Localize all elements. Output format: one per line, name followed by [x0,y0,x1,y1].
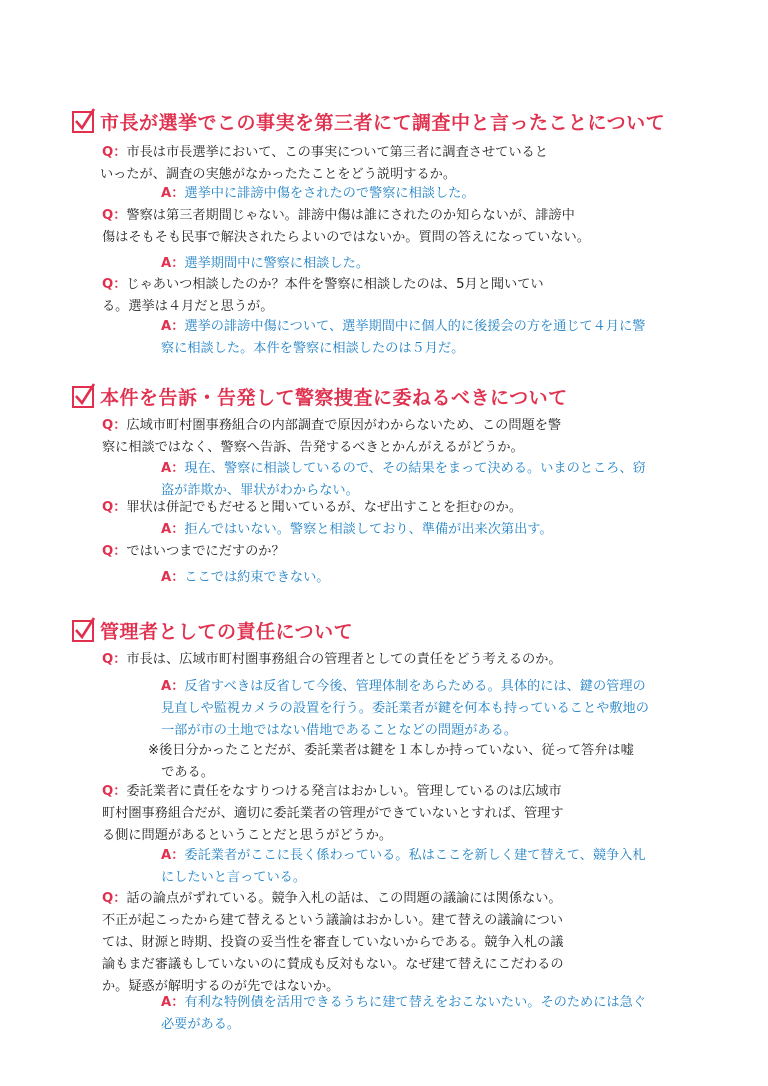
question-text: 町村圏事務組合だが、適切に委託業者の管理ができていないとすれば、管理す [102,806,564,821]
section-heading-text: 本件を告訴・告発して警察捜査に委ねるべきについて [100,387,568,409]
question-text: ではいつまでにだすのか？ [126,544,285,559]
answer-item [161,567,701,589]
question-label: Q： [102,784,127,799]
question-label: Q： [102,500,127,515]
answer-label: A： [161,522,185,537]
section-heading [72,617,353,644]
footnote-text: である。 [148,765,214,780]
answer-label: A： [161,256,185,271]
question-text: じゃあいつ相談したのか？本件を警察に相談したのは、5月と聞いてい [126,277,544,292]
answer-label: A： [161,319,185,334]
question-label: Q： [102,277,127,292]
question-item [102,142,612,186]
answer-text: 盗が詐欺か、罪状がわからない。 [161,483,359,498]
answer-text: にしたいと言っている。 [161,870,307,885]
question-label: Q： [102,418,127,433]
section-heading-text: 市長が選挙でこの事実を第三者にて調査中と言ったことについて [100,112,666,134]
checkmark-icon [72,386,94,408]
question-text: 警察は第三者期間じゃない。誹謗中傷は誰にされたのか知らないが、誹謗中 [126,208,575,223]
answer-item [161,845,701,889]
answer-item [161,316,701,360]
question-text: 委託業者に責任をなすりつける発言はおかしい。管理しているのは広域市 [126,784,562,799]
answer-item [161,519,701,541]
question-item [102,274,612,318]
answer-text: ここでは約束できない。 [184,570,330,585]
question-item [102,205,612,249]
question-text: 不正が起こったから建て替えるという議論はおかしい。建て替えの議論につい [102,913,564,928]
question-text: 傷はそもそも民事で解決されたらよいのではないか。質問の答えになっていない。 [102,230,590,245]
answer-text: 必要がある。 [161,1017,241,1032]
answer-text: 現在、警察に相談しているので、その結果をまって決める。いまのところ、窃 [184,461,646,476]
section-heading [72,383,568,410]
question-item [102,781,612,847]
checkmark-icon [72,111,94,133]
footnote-text: ※後日分かったことだが、委託業者は鍵を１本しか持っていない、従って答弁は嘘 [148,743,634,758]
answer-item [161,183,701,205]
question-label: Q： [102,208,127,223]
answer-text: 拒んではいない。警察と相談しており、準備が出来次第出す。 [184,522,553,537]
answer-label: A： [161,848,185,863]
question-text: 話の論点がずれている。競争入札の話は、この問題の議論には関係ない。 [126,891,562,906]
answer-label: A： [161,679,185,694]
answer-text: 選挙の誹謗中傷について、選挙期間中に個人的に後援会の方を通じて４月に警 [184,319,646,334]
question-item [102,497,612,519]
answer-text: 察に相談した。本件を警察に相談したのは５月だ。 [161,341,465,356]
answer-text: 選挙期間中に警察に相談した。 [184,256,370,271]
answer-item [161,676,701,742]
section-heading-text: 管理者としての責任について [100,621,354,643]
answer-text: 委託業者がここに長く係わっている。私はここを新しく建て替えて、競争入札 [184,848,646,863]
answer-label: A： [161,995,185,1010]
question-text: 察に相談ではなく、警察へ告訴、告発するべきとかんがえるがどうか。 [102,440,524,455]
question-item [102,888,612,998]
question-item [102,541,612,563]
section-heading [72,108,665,135]
answer-text: 有利な特例債を活用できるうちに建て替えをおこないたい。そのためには急ぐ [184,995,646,1010]
question-label: Q： [102,145,127,160]
question-text: か。疑惑が解明するのが先ではないか。 [102,979,340,994]
answer-item [161,458,701,502]
footnote [148,740,708,784]
question-text: いったが、調査の実態がなかったたことをどう説明するか。 [100,167,457,182]
question-text: 論もまだ審議もしていないのに賛成も反対もない。なぜ建て替えにこだわるの [102,957,564,972]
question-text: 市長は市長選挙において、この事実について第三者に調査させていると [126,145,548,160]
question-label: Q： [102,652,127,667]
question-item [102,415,612,459]
question-label: Q： [102,891,127,906]
answer-label: A： [161,570,185,585]
answer-text: 選挙中に誹謗中傷をされたので警察に相談した。 [184,186,475,201]
question-text: 市長は、広域市町村圏事務組合の管理者としての責任をどう考えるのか。 [126,652,562,667]
question-text: 罪状は併記でもだせると聞いているが、なぜ出すことを拒むのか。 [126,500,523,515]
question-text: る。選挙は４月だと思うが。 [102,299,274,314]
question-label: Q： [102,544,127,559]
question-text: ては、財源と時期、投資の妥当性を審査していないからである。競争入札の議 [102,935,564,950]
question-text: る側に問題があるということだと思うがどうか。 [102,828,393,843]
question-text: 広域市町村圏事務組合の内部調査で原因がわからないため、この問題を警 [126,418,562,433]
answer-text: 反省すべきは反省して今後、管理体制をあらためる。具体的には、鍵の管理の [184,679,646,694]
question-item [102,649,612,671]
checkmark-icon [72,620,94,642]
answer-text: 見直しや監視カメラの設置を行う。委託業者が鍵を何本も持っていることや敷地の [161,701,649,716]
answer-label: A： [161,186,185,201]
answer-item [161,253,701,275]
answer-label: A： [161,461,185,476]
answer-text: 一部が市の土地ではない借地であることなどの問題がある。 [161,723,518,738]
answer-item [161,992,701,1036]
